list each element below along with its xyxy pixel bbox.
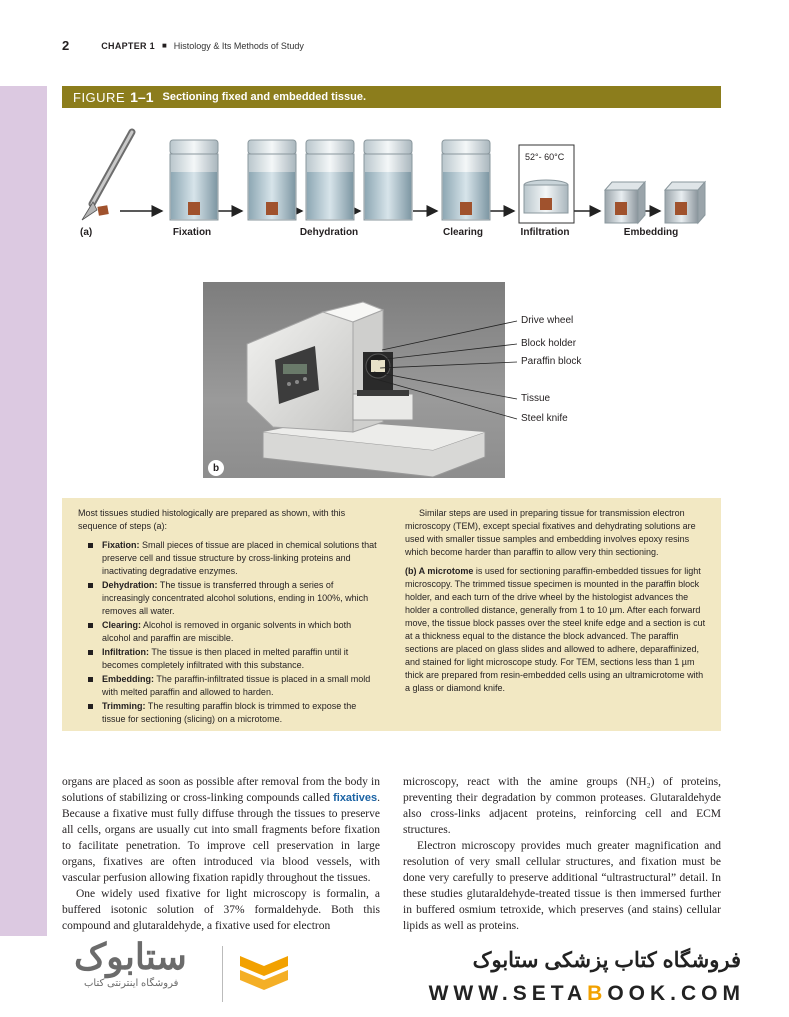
list-item: Dehydration: The tissue is transferred through a series of increasingly concentrated alcohol solutions, ending in 100%, which removes all water. (78, 579, 380, 618)
callout-block-holder: Block holder (521, 338, 577, 349)
callout-tissue: Tissue (521, 393, 551, 404)
caption-intro: Most tissues studied histologically are prepared as shown, with this sequence of steps (a): (78, 508, 346, 531)
callout-paraffin-block: Paraffin block (521, 356, 582, 367)
figure-number: 1–1 (130, 89, 154, 105)
page-number: 2 (62, 38, 70, 53)
step-label-infiltration: Infiltration (520, 227, 570, 238)
chapter-label: CHAPTER 1 (101, 40, 155, 51)
caption-left-column (78, 507, 380, 727)
store-url: WWW.SETABOOK.COM (428, 982, 745, 1005)
caption-microtome-paragraph: (b) A microtome is used for sectioning paraffin-embedded tissues for light microscopy. The trimmed tissue specimen is mounted in the paraffin block holder, and each turn of the drive wheel by the histologist advances the holder a controlled distance, generally from 1 to 10 µm. After each forward move, the tissue block passes over the steel knife edge and a section is cut at a thickness equal to the distance the block advanced. The paraffin sections are placed on glass slides and allowed to adhere, deparaffinized, and stained for light microscope study. For TEM, sections less than 1 µm thick are prepared from resin-embedded cells using an ultramicrotome with a glass or diamond knife. (405, 566, 706, 693)
body-paragraph: organs are placed as soon as possible after removal from the body in solutions of stabilizing or cross-linking compounds called fixatives. Because a fixative must fully diffuse through the tissues to preserve all cells, organs are usually cut into small fragments before fixation to facilitate penetration. To improve cell preservation in large organs, fixatives are often introduced via blood vessels, with vascular perfusion allowing fixation rapidly throughout the tissues. (62, 776, 380, 884)
caption-right-column (405, 507, 707, 701)
list-item: Embedding: The paraffin-infiltrated tissue is placed in a small mold with melted paraffin and allowed to harden. (78, 673, 380, 699)
list-item: Fixation: Small pieces of tissue are placed in chemical solutions that preserve cell and tissue structure by cross-linking proteins and inactivating degradative enzymes. (78, 539, 380, 578)
separator-icon: ■ (161, 41, 167, 50)
caption-tem-paragraph: Similar steps are used in preparing tissue for transmission electron microscopy (TEM), except special fixatives and dehydrating solutions are used with smaller tissue samples and embedding involves epoxy resins which become harder than paraffin to allow very thin sectioning. (405, 508, 696, 557)
callout-drive-wheel: Drive wheel (521, 315, 574, 326)
list-item: Infiltration: The tissue is then placed in melted paraffin until it becomes completely infiltrated with this substance. (78, 646, 380, 672)
chapter-title: Histology & Its Methods of Study (173, 40, 304, 51)
body-paragraph: microscopy, react with the amine groups (NH₂) of proteins, preventing their degradation by common proteases. Glutaraldehyde also cross-links adjacent proteins, reinforcing cell and ECM structures. (403, 776, 721, 836)
figure-title: Sectioning fixed and embedded tissue. (162, 91, 367, 103)
list-item: Clearing: Alcohol is removed in organic solvents in which both alcohol and paraffin are miscible. (78, 619, 380, 645)
store-logo-subtitle: فروشگاه اینترنتی کتاب (84, 978, 179, 989)
panel-b-letter: b (208, 460, 224, 476)
caption-steps-list (78, 539, 380, 726)
body-paragraph: Electron microscopy provides much greater magnification and resolution of very small cellular structures, and fixation must be done very carefully to preserve additional “ultrastructural” detail. In these studies glutaraldehyde-treated tissue is then immersed further in buffered osmium tetroxide, which preserves (and stains) cellular lipids as well as proteins. (403, 840, 721, 932)
body-left-column (62, 774, 380, 934)
figure-label: FIGURE (73, 89, 126, 105)
panel-a-letter: (a) (80, 227, 93, 238)
figure-caption (62, 498, 721, 731)
term-fixatives: fixatives (333, 792, 378, 804)
store-title: فروشگاه کتاب پزشکی ستابوک (472, 949, 741, 972)
temperature-label: 52°- 60°C (525, 152, 565, 162)
step-label-clearing: Clearing (442, 227, 484, 238)
list-item: Trimming: The resulting paraffin block is trimmed to expose the tissue for sectioning (slicing) on a microtome. (78, 700, 380, 726)
store-logo: ستابوک (74, 936, 187, 977)
banner-divider (222, 946, 223, 1002)
body-paragraph: One widely used fixative for light microscopy is formalin, a buffered isotonic solution of 37% formaldehyde. Both this compound and glutaraldehyde, a fixative used for electron (62, 888, 380, 932)
body-right-column (403, 774, 721, 934)
step-label-embedding: Embedding (623, 227, 679, 238)
step-label-fixation: Fixation (172, 227, 212, 238)
step-label-dehydration: Dehydration (299, 227, 359, 238)
store-banner (0, 936, 789, 1017)
callout-steel-knife: Steel knife (521, 413, 568, 424)
book-logo-icon (236, 950, 292, 998)
